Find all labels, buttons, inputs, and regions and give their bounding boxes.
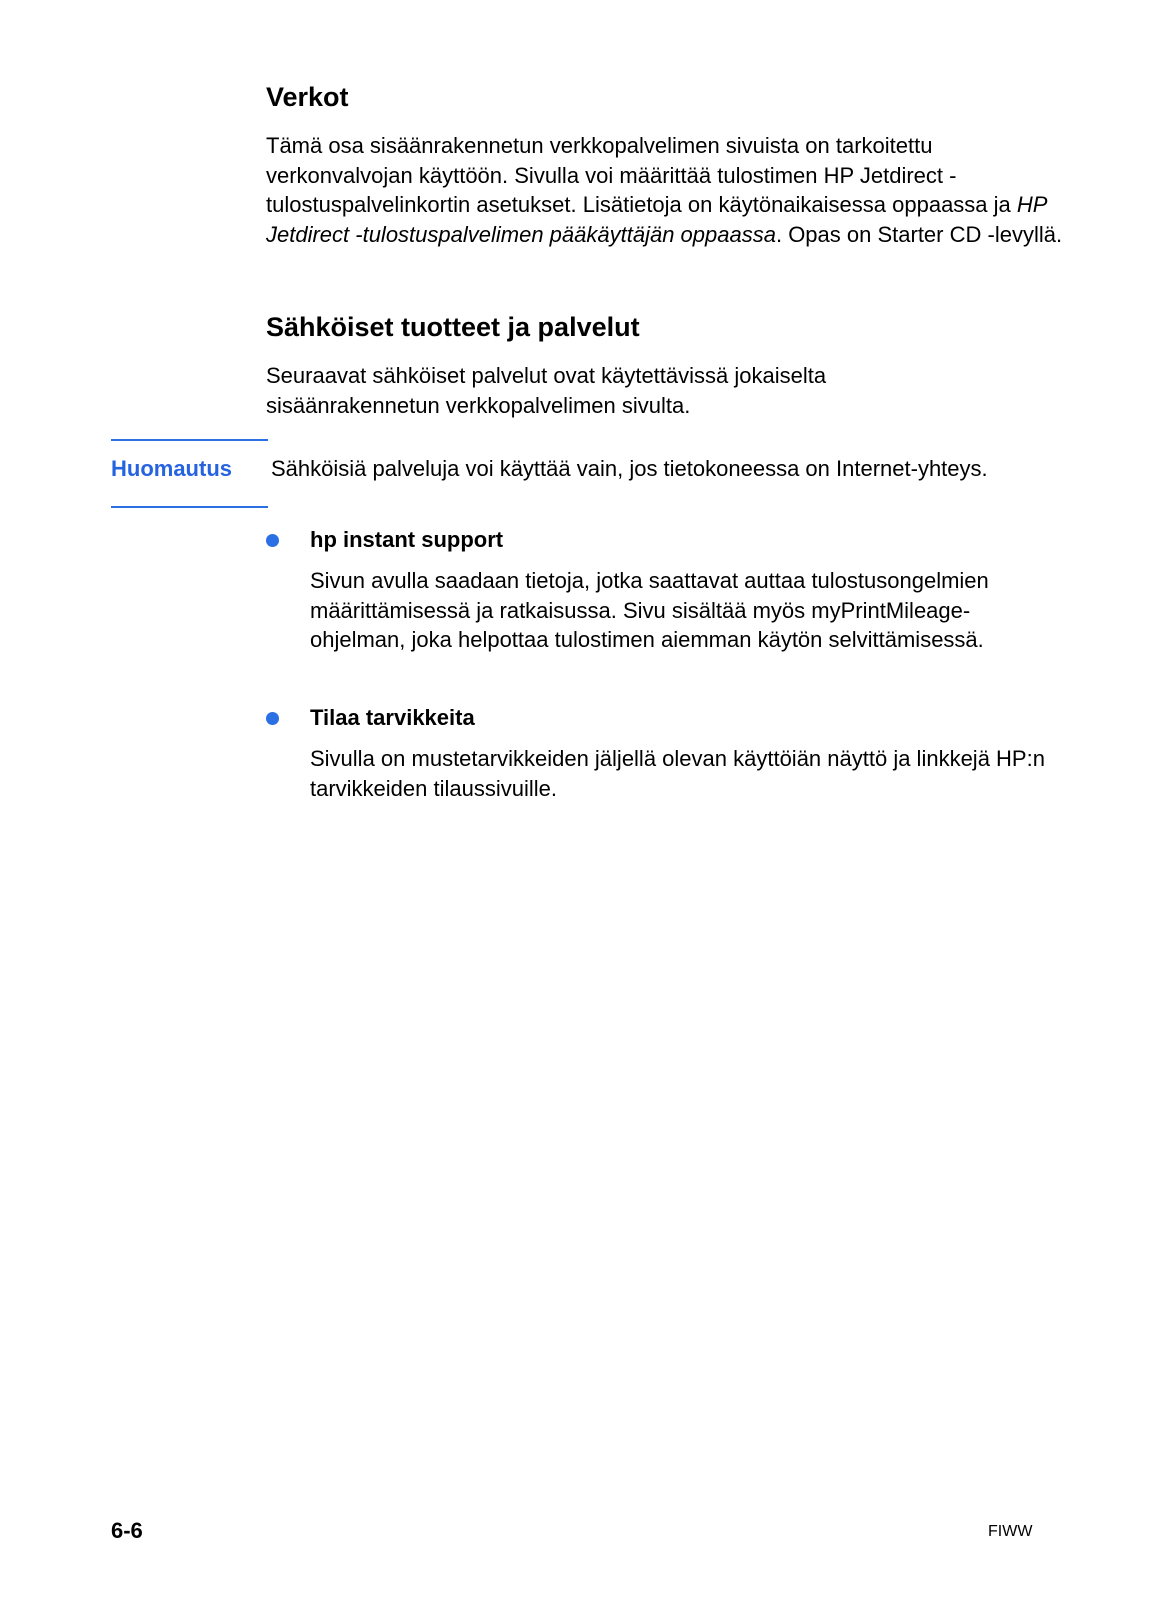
section-heading-verkot: Verkot [266,82,349,112]
note-text: Sähköisiä palveluja voi käyttää vain, jos tietokoneessa on Internet-yhteys. [271,456,988,481]
bullet-dot-icon [266,712,279,725]
paragraph-text-start: Tämä osa sisäänrakennetun verkkopalvelimen sivuista on tarkoitettu verkonvalvojan käyttöön. Sivulla voi määrittää tulostimen HP Jetdirect -tulostuspalvelinkortin asetukset. Lisätietoja on käytönaikaisessa oppaassa ja [266,133,1017,217]
locale-code: FIWW [988,1523,1033,1540]
bullet-body-instant-support: Sivun avulla saadaan tietoja, jotka saattavat auttaa tulostusongelmien määrittämisessä ja ratkaisussa. Sivu sisältää myös myPrintMileage-ohjelman, joka helpottaa tulostimen aiemman käytön selvittämisessä. [310,568,989,652]
section-paragraph-electronic-services: Seuraavat sähköiset palvelut ovat käytettävissä jokaiselta sisäänrakennetun verkkopalvelimen sivulta. [266,363,827,418]
note-top-rule [111,439,268,441]
bullet-title-instant-support: hp instant support [310,527,504,552]
section-heading-electronic-services: Sähköiset tuotteet ja palvelut [266,312,640,342]
note-label: Huomautus [111,456,232,481]
page-number: 6-6 [111,1518,143,1543]
manual-title-italic: HP Jetdirect -tulostuspalvelimen pääkäyttäjän oppaassa [266,192,1047,247]
bullet-dot-icon [266,534,279,547]
section-paragraph-verkot [266,131,1066,249]
bullet-title-order-supplies: Tilaa tarvikkeita [310,705,475,730]
note-bottom-rule [111,506,268,508]
paragraph-text-end: . Opas on Starter CD -levyllä. [775,221,1063,247]
bullet-body-order-supplies: Sivulla on mustetarvikkeiden jäljellä olevan käyttöiän näyttö ja linkkejä HP:n tarvikkeiden tilaussivuille. [310,746,1045,801]
